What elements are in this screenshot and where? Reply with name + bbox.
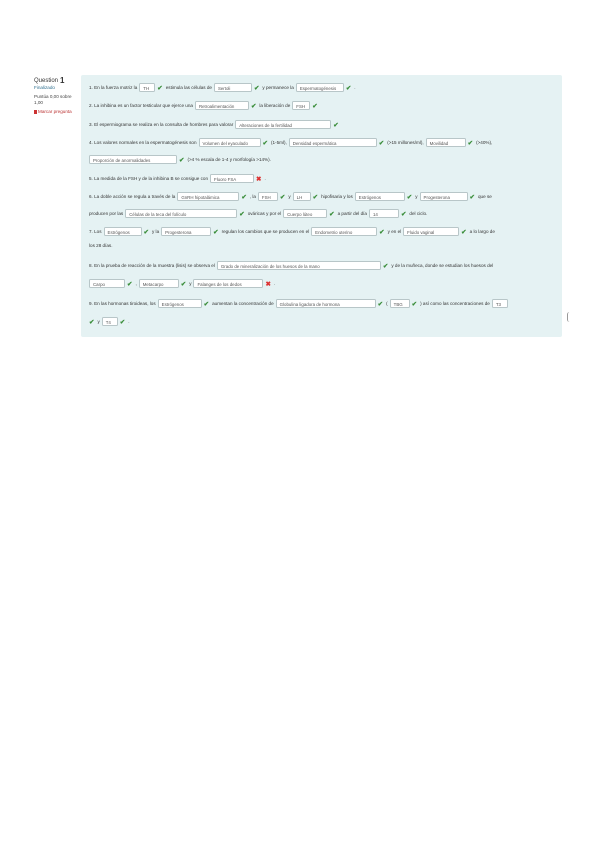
statement-text: regulan los cambios que se producen en el	[221, 229, 310, 234]
cross-icon: ✖	[265, 280, 271, 288]
question-label: Question	[34, 78, 59, 84]
statement-text: (	[386, 301, 388, 306]
statement-text: (>4 % escala de 1-4 y morfología >14%).	[187, 157, 271, 162]
statement-text: del ciclo.	[409, 211, 428, 216]
check-icon: ✔	[179, 156, 185, 164]
statement-8	[89, 261, 554, 270]
cross-icon: ✖	[256, 175, 262, 183]
statement-text: y	[189, 281, 192, 286]
answer-dropdown[interactable]: Densidad espermática	[289, 138, 377, 147]
answer-dropdown[interactable]: Progesterona	[161, 227, 211, 236]
statement-2	[89, 101, 554, 110]
statement-text: a partir del día	[337, 211, 367, 216]
answer-dropdown[interactable]: T3	[492, 299, 508, 308]
answer-dropdown[interactable]: Cuerpo lúteo	[283, 209, 327, 218]
answer-dropdown[interactable]: Fluido vaginal	[403, 227, 459, 236]
statement-text: y en el	[387, 229, 402, 234]
check-icon: ✔	[461, 228, 467, 236]
check-icon: ✔	[157, 84, 163, 92]
answer-dropdown[interactable]: Retroalimentación	[195, 101, 249, 110]
answer-dropdown[interactable]: Carpo	[89, 279, 125, 288]
check-icon: ✔	[329, 210, 335, 218]
question-number: 1	[60, 76, 65, 85]
question-content	[81, 75, 562, 337]
check-icon: ✔	[253, 84, 260, 92]
check-icon: ✔	[312, 193, 319, 201]
check-icon: ✔	[333, 121, 339, 129]
statement-9	[89, 299, 554, 308]
answer-dropdown[interactable]: Proporción de anormalidades	[89, 155, 177, 164]
statement-4	[89, 138, 554, 147]
check-icon: ✔	[119, 318, 126, 326]
check-icon: ✔	[406, 193, 413, 201]
statement-5	[89, 174, 554, 183]
statement-text: 6. La doble acción se regula a través de la	[89, 194, 176, 199]
answer-dropdown[interactable]: Estrógenos	[355, 192, 405, 201]
answer-dropdown[interactable]: Estrógenos	[158, 299, 202, 308]
answer-dropdown[interactable]: TH	[139, 83, 155, 92]
check-icon: ✔	[250, 102, 257, 110]
statement-text: .	[273, 281, 276, 286]
check-icon: ✔	[379, 228, 385, 236]
statement-text: a lo largo de	[469, 229, 495, 234]
answer-dropdown[interactable]: Metacarpo	[139, 279, 179, 288]
statement-text: y la	[151, 229, 160, 234]
answer-dropdown[interactable]: Endometrio uterino	[311, 227, 377, 236]
check-icon: ✔	[279, 193, 286, 201]
flag-label: Marcar pregunta	[38, 109, 72, 114]
statement-3	[89, 120, 554, 129]
check-icon: ✔	[467, 139, 474, 147]
answer-dropdown[interactable]: Estrógenos	[104, 227, 142, 236]
answer-dropdown[interactable]: GnRH hipotalámica	[177, 192, 239, 201]
statement-text: y de la muñeca, donde se estudian los huesos del	[391, 263, 494, 268]
check-icon: ✔	[378, 139, 385, 147]
statement-text: y	[415, 194, 418, 199]
statement-text: .	[264, 176, 266, 181]
check-icon: ✔	[89, 318, 95, 326]
statement-text: los 28 días.	[89, 243, 113, 248]
answer-dropdown[interactable]: Globulina ligadora de hormona	[276, 299, 376, 308]
check-icon: ✔	[312, 102, 318, 110]
statement-text: que se	[478, 194, 492, 199]
answer-dropdown[interactable]: Progesterona	[420, 192, 468, 201]
check-icon: ✔	[127, 280, 133, 288]
question-state: Finalizado	[34, 85, 55, 90]
answer-dropdown[interactable]: Fluoro FSA	[210, 174, 254, 183]
answer-dropdown[interactable]: LH	[293, 192, 311, 201]
question-title	[34, 78, 78, 84]
answer-dropdown[interactable]: Volumen del eyaculado	[199, 138, 261, 147]
statement-text: 4. Los valores normales en la espermatogénesis son	[89, 140, 197, 145]
statement-text: 2. La inhibina es un factor testicular que ejerce una	[89, 103, 193, 108]
answer-dropdown[interactable]: T4	[102, 317, 118, 326]
statement-text: , la	[249, 194, 256, 199]
statement-text: (1-5ml),	[270, 140, 287, 145]
statement-text: ) así como las concentraciones de	[420, 301, 490, 306]
check-icon: ✔	[400, 210, 407, 218]
statement-1	[89, 83, 554, 92]
statement-text: 3. El espermiograma se realiza en la consulta de hombres para valorar	[89, 122, 234, 127]
statement-9-cont	[89, 317, 554, 326]
answer-dropdown[interactable]: FSH	[258, 192, 278, 201]
statement-6-cont	[89, 209, 554, 218]
statement-text: la liberación de	[259, 103, 291, 108]
answer-dropdown[interactable]: Alteraciones de la fertilidad	[235, 120, 331, 129]
statement-text: hipofisaria y los	[321, 194, 353, 199]
answer-dropdown[interactable]: Movilidad	[426, 138, 466, 147]
answer-dropdown[interactable]: Espermatogénesis	[296, 83, 344, 92]
answer-dropdown[interactable]: Falanges de los dedos	[193, 279, 263, 288]
statement-text: 8. En la prueba de reacción de la muestra (lisis) se observa el	[89, 263, 215, 268]
answer-dropdown[interactable]: Células de la teca del folículo	[125, 209, 237, 218]
check-icon: ✔	[213, 228, 219, 236]
statement-text: estimula las células de	[165, 85, 212, 90]
answer-dropdown[interactable]: Sertoli	[214, 83, 252, 92]
statement-text: aumentan la concentración de	[212, 301, 274, 306]
check-icon: ✔	[411, 300, 418, 308]
statement-6	[89, 192, 554, 201]
check-icon: ✔	[345, 84, 352, 92]
statement-text: .	[354, 85, 356, 90]
answer-dropdown[interactable]: TBG	[390, 299, 410, 308]
statement-text: (>40%),	[476, 140, 493, 145]
question-grade: Puntúa 0,00 sobre 1,00	[34, 94, 72, 105]
statement-text: 7. Los	[89, 229, 102, 234]
check-icon: ✔	[382, 262, 389, 270]
check-icon: ✔	[203, 300, 210, 308]
statement-text: y permanece la	[262, 85, 294, 90]
statement-text: .	[128, 319, 130, 324]
check-icon: ✔	[262, 139, 268, 147]
statement-8-cont	[89, 279, 554, 288]
statement-text: y	[288, 194, 291, 199]
check-icon: ✔	[180, 280, 187, 288]
statement-text: ,	[135, 281, 137, 286]
check-icon: ✔	[469, 193, 475, 201]
statement-text: y	[97, 319, 100, 324]
flag-question-link[interactable]	[34, 109, 78, 115]
statement-text: 5. La medida de la FSH y de la inhibina B se consigue con	[89, 176, 209, 181]
answer-dropdown[interactable]: 14	[369, 209, 399, 218]
check-icon: ✔	[241, 193, 247, 201]
answer-dropdown[interactable]: Grado de mineralización de los huesos de la mano	[217, 261, 381, 270]
question-info	[34, 78, 78, 115]
answer-dropdown[interactable]: FSH	[292, 101, 310, 110]
check-icon: ✔	[143, 228, 149, 236]
flag-icon	[34, 110, 37, 114]
statement-text: (>15 millones/ml),	[387, 140, 424, 145]
scroll-indicator	[567, 312, 572, 322]
statement-7	[89, 227, 554, 236]
statement-text: 9. En las hormonas tiroideas, los	[89, 301, 156, 306]
check-icon: ✔	[377, 300, 384, 308]
check-icon: ✔	[239, 210, 245, 218]
statement-4-cont	[89, 155, 554, 164]
statement-text: 1. En la fuerza motriz la	[89, 85, 138, 90]
statement-7-cont	[89, 243, 554, 248]
statement-text: ováricas y por el	[247, 211, 282, 216]
statement-text: producen por las	[89, 211, 124, 216]
